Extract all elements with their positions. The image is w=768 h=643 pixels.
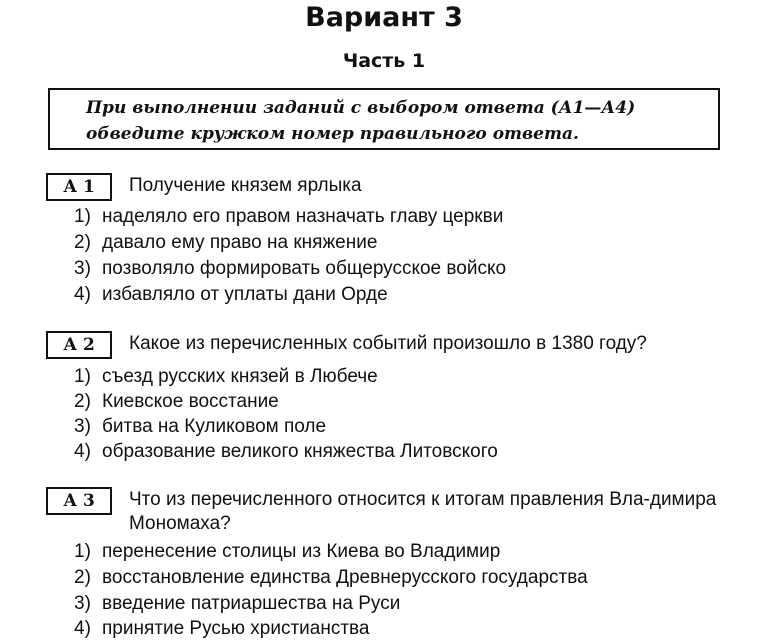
option-number: 2) [74,567,91,588]
option-text: образование великого княжества Литовского [102,441,498,462]
option-number: 4) [74,618,91,639]
option-a2-2[interactable] [74,390,279,414]
option-number: 1) [74,366,91,387]
option-a3-2[interactable] [74,566,588,590]
option-a2-3[interactable] [74,415,326,439]
option-number: 2) [74,232,91,253]
option-text: принятие Русью христианства [102,618,370,639]
option-number: 1) [74,206,91,227]
question-label-a2: А 2 [46,331,112,359]
option-a1-2[interactable] [74,231,377,255]
option-text: съезд русских князей в Любече [102,366,378,387]
question-text-a2: Какое из перечисленных событий произошло в 1380 году? [129,333,647,354]
option-text: восстановление единства Древнерусского государства [102,567,588,588]
page-title: Вариант 3 [305,2,463,33]
option-a3-1[interactable] [74,540,500,564]
option-number: 3) [74,258,91,279]
question-label-a3: А 3 [46,487,112,515]
option-a1-1[interactable] [74,205,503,229]
option-a3-4[interactable] [74,617,370,641]
option-text: давало ему право на княжение [102,232,378,253]
option-text: Киевское восстание [102,391,279,412]
question-label-a1: А 1 [46,173,112,201]
option-number: 2) [74,391,91,412]
question-text-a1: Получение князем ярлыка [129,175,362,196]
option-text: битва на Куликовом поле [102,416,327,437]
option-a2-1[interactable] [74,365,378,389]
option-number: 4) [74,441,91,462]
section-title: Часть 1 [342,50,426,72]
option-a1-4[interactable] [74,283,388,307]
option-number: 3) [74,593,91,614]
option-text: перенесение столицы из Киева во Владимир [102,541,501,562]
option-text: введение патриаршества на Руси [102,593,401,614]
instruction-box: При выполнении заданий с выбором ответа (А1—А4) обведите кружком номер правильного ответа. [48,88,720,150]
option-text: избавляло от уплаты дани Орде [102,284,388,305]
option-text: позволяло формировать общерусское войско [102,258,507,279]
option-a1-3[interactable] [74,257,506,281]
option-number: 3) [74,416,91,437]
option-a2-4[interactable] [74,440,498,464]
option-text: наделяло его правом назначать главу церкви [102,206,504,227]
question-text-a3: Что из перечисленного относится к итогам правления Вла-димира Мономаха? [129,489,717,534]
option-number: 1) [74,541,91,562]
option-number: 4) [74,284,91,305]
option-a3-3[interactable] [74,592,400,616]
